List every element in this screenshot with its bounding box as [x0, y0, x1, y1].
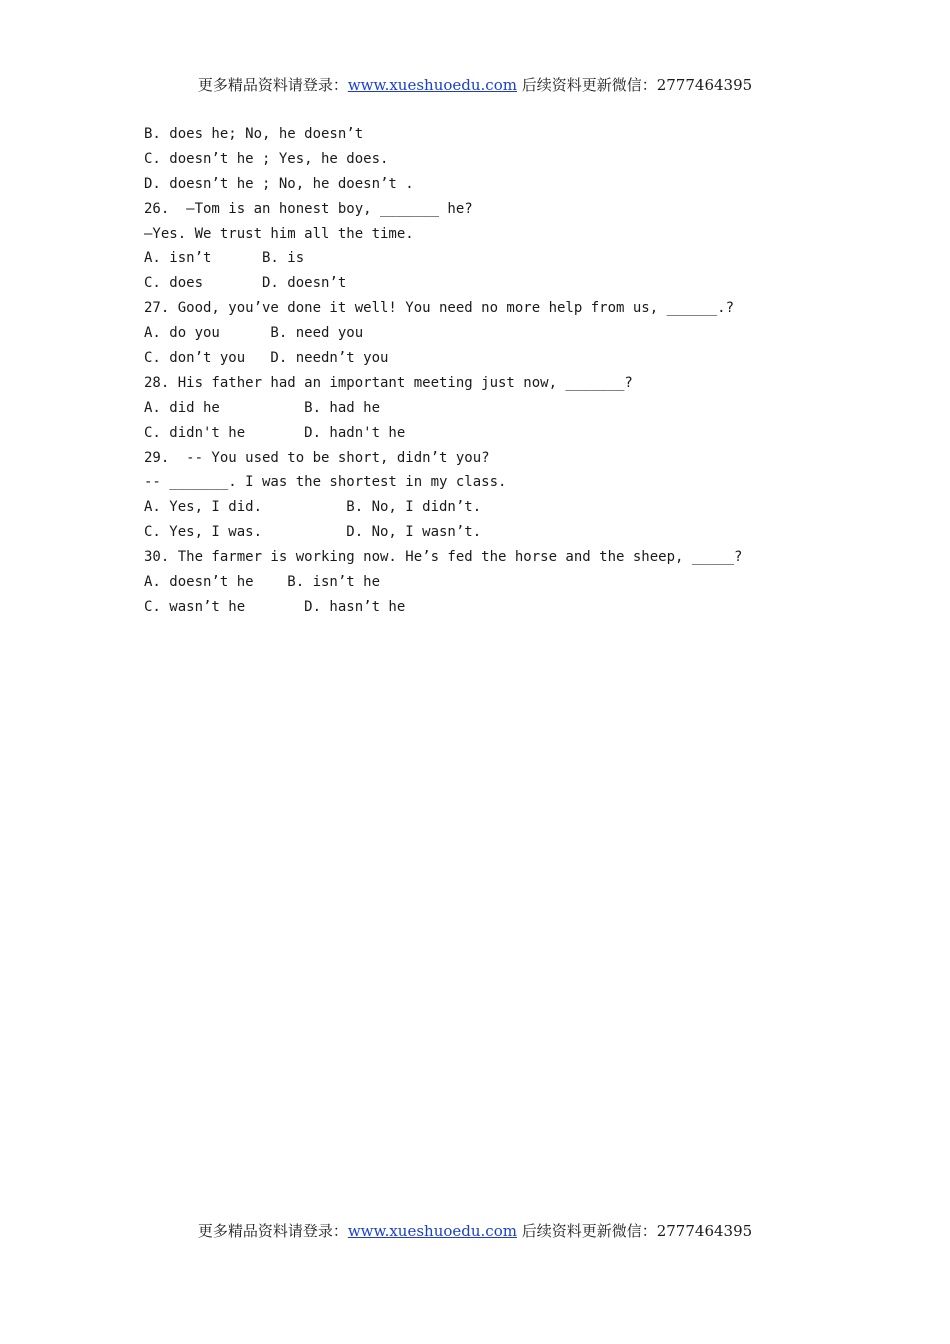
header-prefix: 更多精品资料请登录：	[197, 76, 348, 94]
footer-banner	[0, 1220, 950, 1241]
options-29-cd: C. Yes, I was. D. No, I wasn’t.	[144, 524, 482, 541]
footer-website-link[interactable]: www.xueshuoedu.com	[347, 1222, 517, 1240]
options-26-cd: C. does D. doesn’t	[144, 275, 347, 292]
footer-prefix: 更多精品资料请登录：	[197, 1222, 348, 1240]
question-text-body	[144, 122, 824, 620]
question-26: 26. —Tom is an honest boy, _______ he?	[144, 200, 473, 217]
options-27-cd: C. don’t you D. needn’t you	[144, 350, 389, 367]
question-27: 27. Good, you’ve done it well! You need no more help from us, ______.?	[144, 300, 735, 317]
option-line-q25-d: D. doesn’t he ; No, he doesn’t .	[144, 175, 414, 192]
option-line-q25-c: C. doesn’t he ; Yes, he does.	[144, 150, 389, 167]
options-28-ab: A. did he B. had he	[144, 399, 381, 416]
options-27-ab: A. do you B. need you	[144, 325, 364, 342]
option-line-q25-b: B. does he; No, he doesn’t	[144, 126, 364, 142]
question-30: 30. The farmer is working now. He’s fed the horse and the sheep, _____?	[144, 549, 743, 566]
options-30-ab: A. doesn’t he B. isn’t he	[144, 574, 381, 591]
question-28: 28. His father had an important meeting just now, _______?	[144, 374, 633, 391]
options-28-cd: C. didn't he D. hadn't he	[144, 424, 406, 441]
header-suffix: 后续资料更新微信：2777464395	[516, 76, 753, 94]
question-26-response: —Yes. We trust him all the time.	[144, 225, 414, 242]
options-29-ab: A. Yes, I did. B. No, I didn’t.	[144, 499, 482, 516]
question-29: 29. -- You used to be short, didn’t you?	[144, 449, 490, 466]
header-website-link[interactable]: www.xueshuoedu.com	[347, 76, 517, 94]
header-banner	[0, 74, 950, 95]
options-30-cd: C. wasn’t he D. hasn’t he	[144, 598, 406, 615]
question-29-response: -- _______. I was the shortest in my class.	[144, 474, 507, 491]
footer-suffix: 后续资料更新微信：2777464395	[516, 1222, 753, 1240]
options-26-ab: A. isn’t B. is	[144, 250, 305, 267]
